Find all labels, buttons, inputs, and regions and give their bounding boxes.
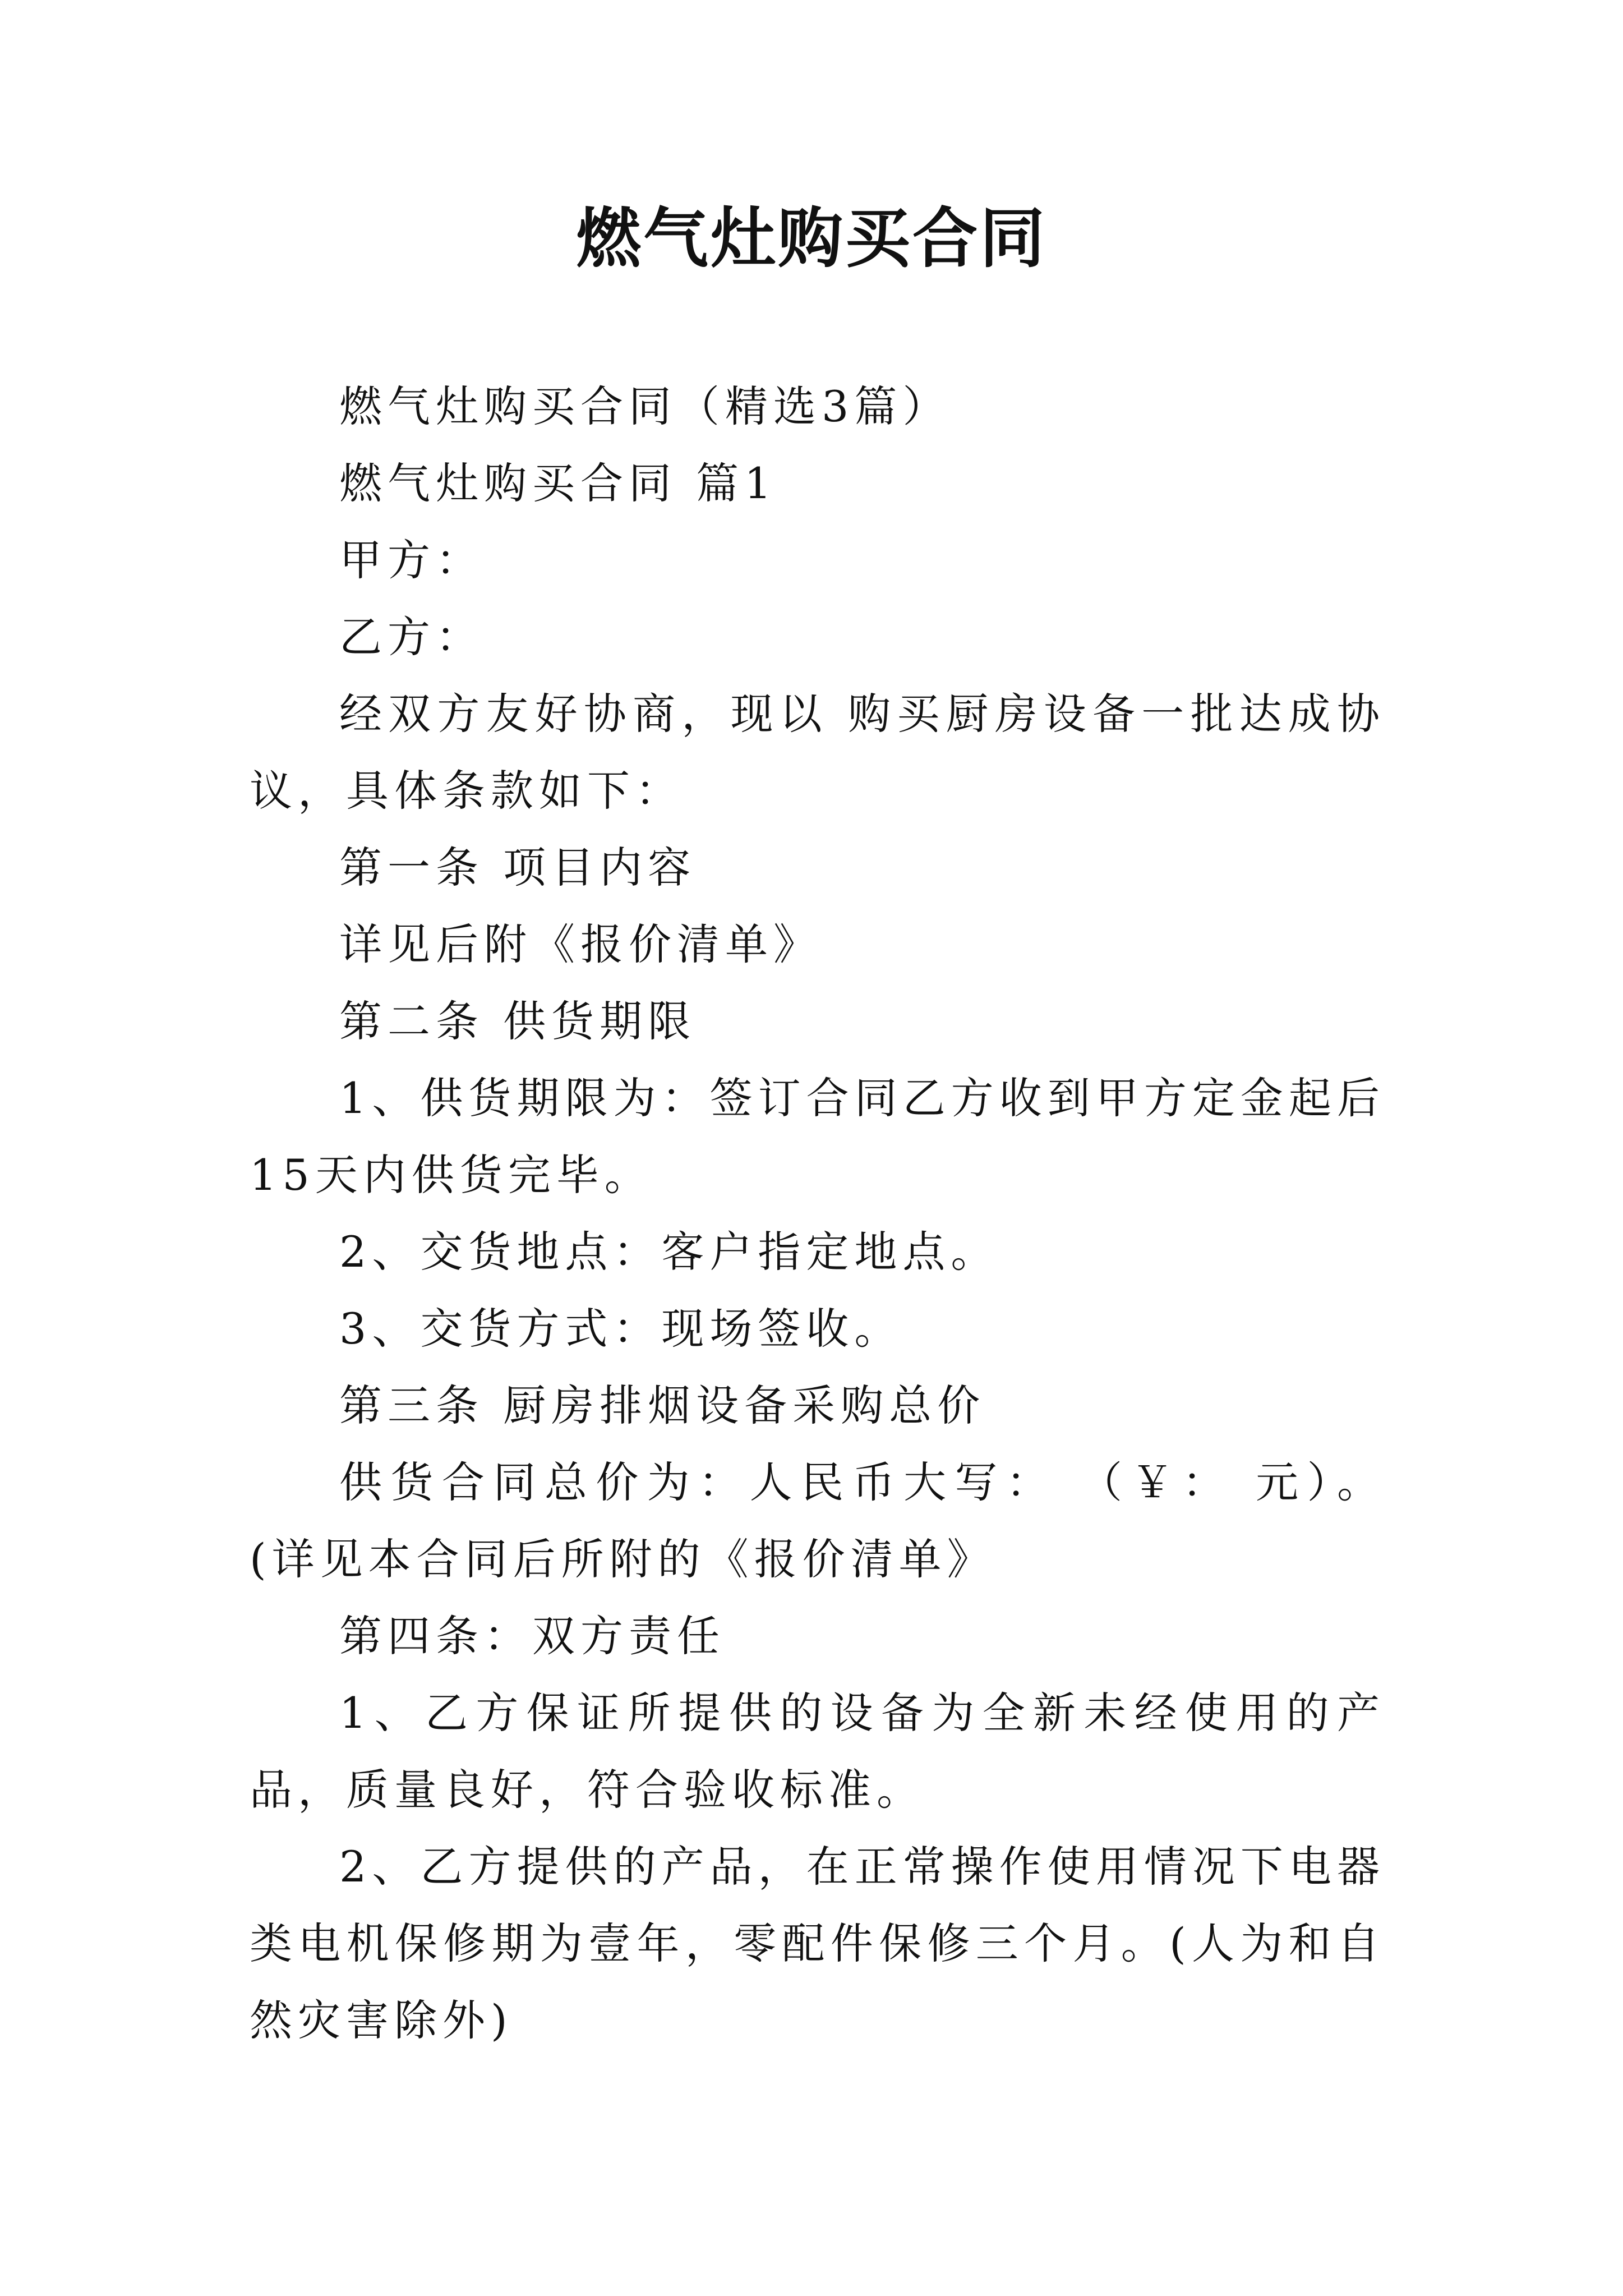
paragraph-article-2-item-2: 2、交货地点：客户指定地点。 — [339, 1227, 999, 1277]
paragraph-intro: 经双方友好协商，现以 购买厨房设备一批达成协议，具体条款如下： — [250, 689, 1385, 816]
paragraph-article-4-heading: 第四条：双方责任 — [339, 1611, 725, 1661]
paragraph-article-2-item-3: 3、交货方式：现场签收。 — [339, 1304, 903, 1354]
document-title: 燃气灶购买合同 — [576, 200, 1047, 277]
paragraph-article-3-body: 供货合同总价为：人民币大写： （￥： 元）。(详见本合同后所附的《报价清单》 — [250, 1457, 1385, 1584]
paragraph-article-2-item-1: 1、供货期限为：签订合同乙方收到甲方定金起后15天内供货完毕。 — [250, 1073, 1385, 1200]
paragraph-party-b: 乙方： — [339, 612, 484, 662]
paragraph-article-1-heading: 第一条 项目内容 — [339, 843, 697, 892]
paragraph-party-a: 甲方： — [339, 535, 484, 585]
paragraph-article-2-heading: 第二条 供货期限 — [339, 996, 697, 1046]
paragraph-subtitle: 燃气灶购买合同（精选3篇） — [339, 381, 951, 431]
paragraph-article-4-item-1: 1、乙方保证所提供的设备为全新未经使用的产品，质量良好，符合验收标准。 — [250, 1688, 1385, 1815]
paragraph-article-3-heading: 第三条 厨房排烟设备采购总价 — [339, 1381, 986, 1430]
paragraph-section-heading: 燃气灶购买合同 篇1 — [339, 458, 777, 508]
paragraph-article-4-item-2: 2、乙方提供的产品，在正常操作使用情况下电器类电机保修期为壹年，零配件保修三个月。(人为和自然灾害除外) — [250, 1842, 1385, 2045]
document-body — [250, 368, 1385, 2059]
paragraph-article-1-body: 详见后附《报价清单》 — [339, 919, 822, 969]
